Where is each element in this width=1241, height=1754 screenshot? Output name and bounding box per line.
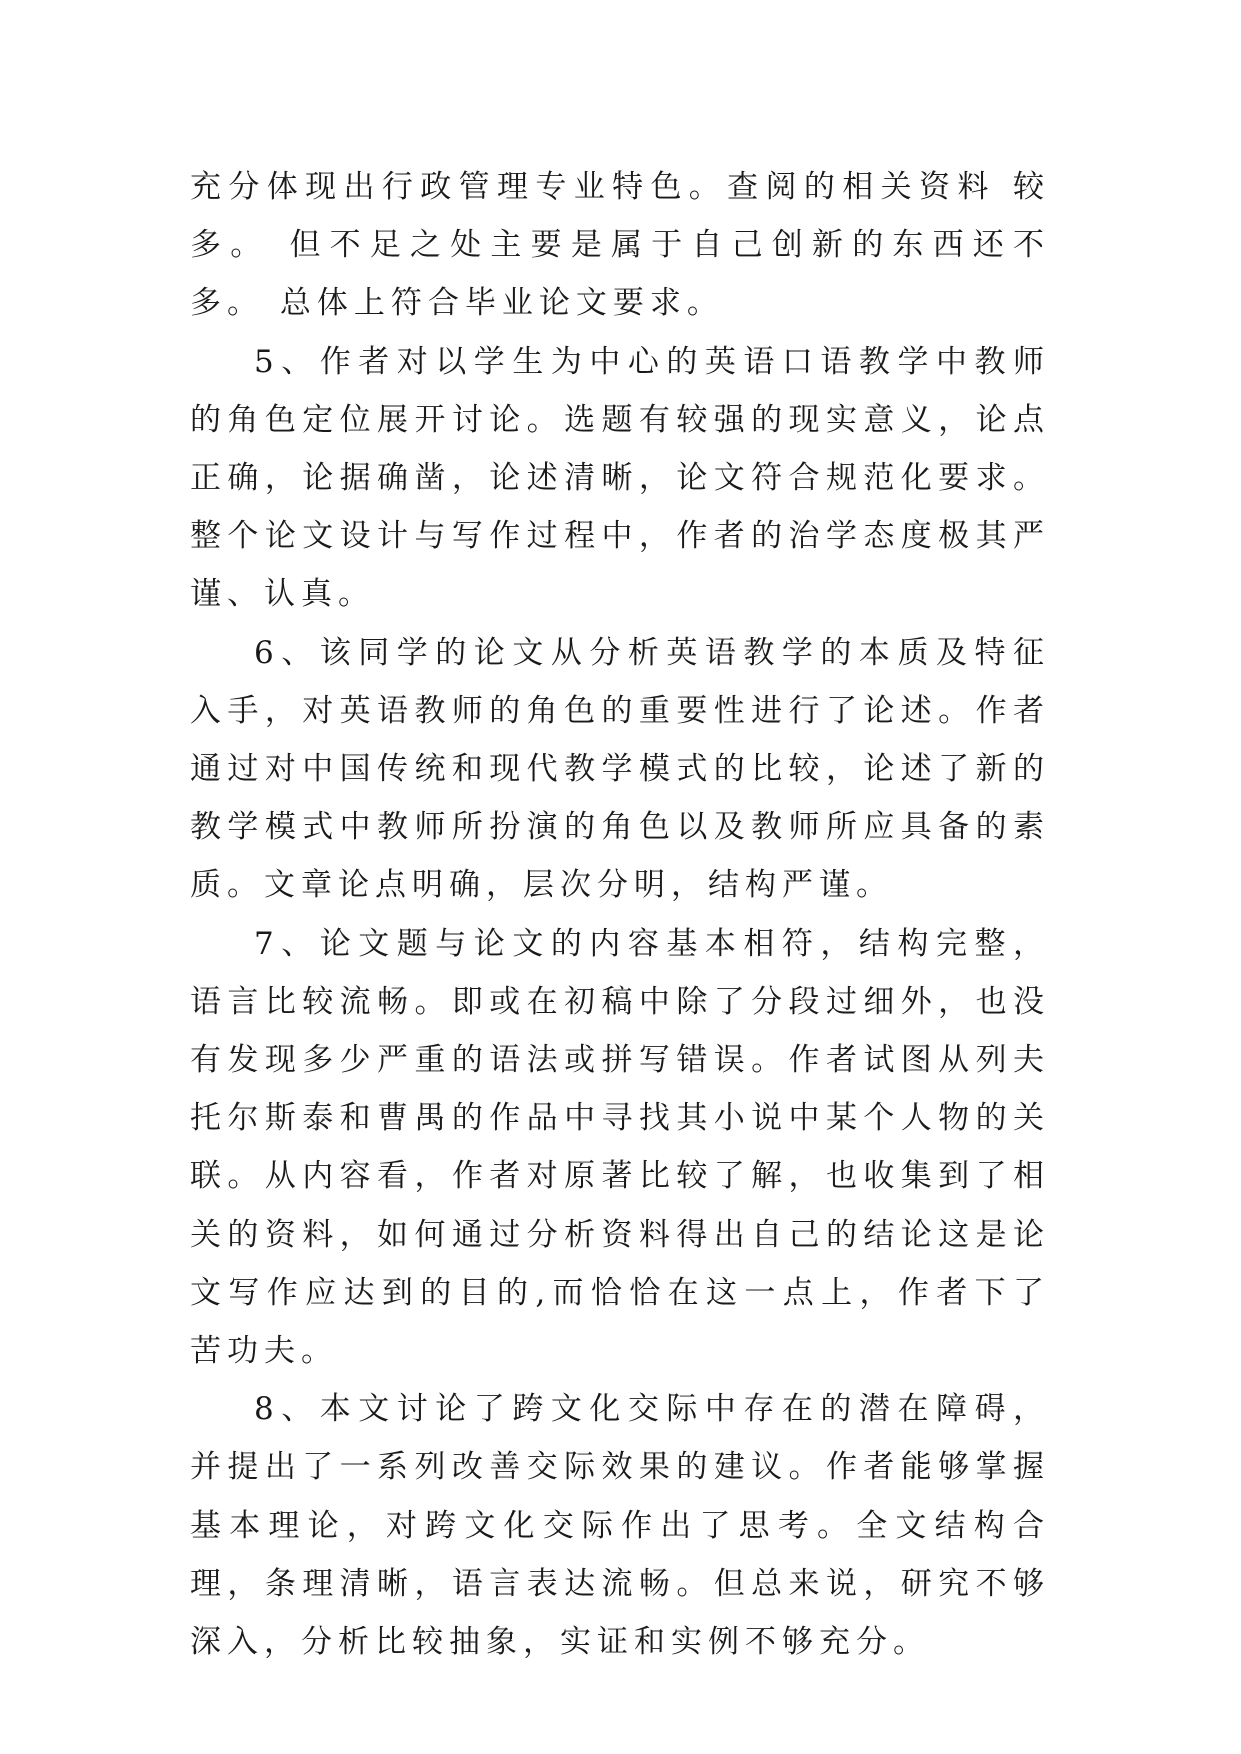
- paragraph-continued: 充分体现出行政管理专业特色。查阅的相关资料 较多。 但不足之处主要是属于自己创新的东西还不多。 总体上符合毕业论文要求。: [190, 169, 1050, 322]
- document-body: [190, 158, 1050, 1671]
- paragraph-5: 5、作者对以学生为中心的英语口语教学中教师的角色定位展开讨论。选题有较强的现实意义，论点正确，论据确凿，论述清晰，论文符合规范化要求。整个论文设计与写作过程中，作者的治学态度极其严谨、认真。: [190, 343, 1050, 613]
- paragraph-8: 8、本文讨论了跨文化交际中存在的潜在障碍，并提出了一系列改善交际效果的建议。作者能够掌握基本理论，对跨文化交际作出了思考。全文结构合理，条理清晰，语言表达流畅。但总来说，研究不够深入，分析比较抽象，实证和实例不够充分。: [190, 1391, 1050, 1661]
- paragraph-6: 6、该同学的论文从分析英语教学的本质及特征入手，对英语教师的角色的重要性进行了论述。作者通过对中国传统和现代教学模式的比较，论述了新的教学模式中教师所扮演的角色以及教师所应具备的素质。文章论点明确，层次分明，结构严谨。: [190, 634, 1050, 904]
- paragraph-7: 7、论文题与论文的内容基本相符，结构完整，语言比较流畅。即或在初稿中除了分段过细外，也没有发现多少严重的语法或拼写错误。作者试图从列夫托尔斯泰和曹禺的作品中寻找其小说中某个人物的关联。从内容看，作者对原著比较了解，也收集到了相关的资料，如何通过分析资料得出自己的结论这是论文写作应达到的目的,而恰恰在这一点上，作者下了苦功夫。: [190, 925, 1050, 1370]
